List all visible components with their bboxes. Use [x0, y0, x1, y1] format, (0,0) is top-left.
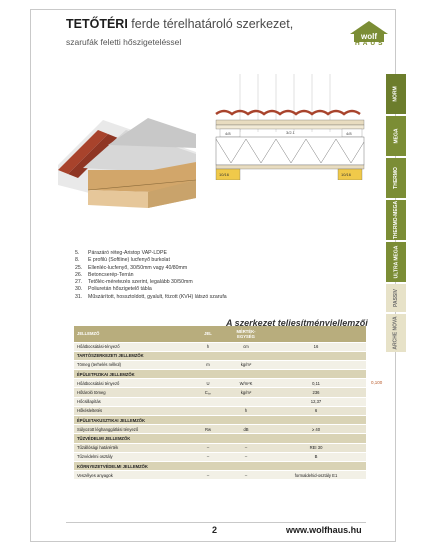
- table-cell: ≥ 40: [266, 425, 366, 434]
- table-group-row: [74, 351, 366, 360]
- section-label-b: 3/2.1: [286, 130, 295, 135]
- table-cell: Hőcsillapítás: [74, 397, 190, 406]
- table-cell: Tömeg (terhelés nélkül): [74, 360, 190, 369]
- table-cell: 16: [266, 342, 366, 351]
- table-cell: Cₛₚ: [190, 388, 226, 397]
- page-number: 2: [212, 525, 218, 535]
- table-row: [74, 379, 366, 388]
- table-group-row: [74, 434, 366, 443]
- table-cell: –: [226, 471, 266, 480]
- table-row: [74, 388, 366, 397]
- table-cell: [266, 461, 366, 470]
- table-cell: [190, 370, 226, 379]
- page-title: [66, 17, 293, 31]
- legend-item: 27. Tetőléc-méretezés szerint, legalább 30/50mm: [75, 279, 193, 286]
- table-cell: [266, 370, 366, 379]
- table-cell: 12,37: [266, 397, 366, 406]
- logo-sub: HAUS: [355, 40, 386, 47]
- table-cell: cm: [226, 342, 266, 351]
- page-subtitle: szarufák feletti hőszigeteléssel: [66, 37, 182, 47]
- legend-item: 8. E profilú (Softline) lucfenyő burkolat: [75, 257, 170, 264]
- side-tab-ultra-mega[interactable]: ULTRA MEGA: [386, 242, 406, 282]
- side-note: 0,100: [371, 380, 383, 385]
- legend-item: 31. Műszárított, hossztoldott, gyalult, fózott (KVH) látszó szarufa: [75, 293, 227, 300]
- table-group-row: [74, 461, 366, 470]
- table-cell: –: [190, 452, 226, 461]
- roof-section-illustration: [48, 110, 198, 210]
- section-label-e: 10/16: [341, 172, 352, 177]
- footer-url[interactable]: www.wolfhaus.hu: [286, 525, 362, 535]
- table-cell: [190, 406, 226, 415]
- table-cell: Hőkésleltetés: [74, 406, 190, 415]
- table-cell: 236: [266, 388, 366, 397]
- table-group-row: [74, 416, 366, 425]
- table-cell: h: [226, 406, 266, 415]
- side-tab-passiv[interactable]: PASSIV: [386, 284, 406, 312]
- side-tabs: [386, 74, 406, 354]
- table-cell: Veszélyes anyagok: [74, 471, 190, 480]
- table-cell: [190, 397, 226, 406]
- table-row: [74, 425, 366, 434]
- table-cell: –: [226, 452, 266, 461]
- table-group-row: [74, 370, 366, 379]
- table-cell: [226, 370, 266, 379]
- table-cell: kg/m²: [226, 388, 266, 397]
- table-cell: formaldehid-osztály E1: [266, 471, 366, 480]
- table-cell: m: [190, 360, 226, 369]
- table-cell: [190, 351, 226, 360]
- section-label-c: 4/8: [346, 131, 352, 136]
- table-cell: [226, 416, 266, 425]
- table-cell: B: [266, 452, 366, 461]
- table-cell: –: [190, 443, 226, 452]
- legend-item: 26. Betoncserép-Terrán: [75, 271, 134, 278]
- table-row: [74, 471, 366, 480]
- table-cell: kg/m²: [226, 360, 266, 369]
- section-label-d: 10/16: [219, 172, 230, 177]
- legend-item: 25. Ellenléc-lucfenyő, 30/50mm vagy 40/80mm: [75, 264, 188, 271]
- table-cell: Hőtároló tömeg: [74, 388, 190, 397]
- table-cell: Tűzállósági határérték: [74, 443, 190, 452]
- table-cell: Hőátbocsátási-tényező: [74, 342, 190, 351]
- table-cell: [190, 461, 226, 470]
- legend-item: 5. Párazáró réteg-Aristop VAP-LDPE: [75, 250, 167, 256]
- layer-legend: [75, 250, 227, 301]
- table-heading: A szerkezet teljesítményjellemzői: [226, 318, 368, 328]
- table-row: [74, 397, 366, 406]
- title-bold: TETŐTÉRI: [66, 17, 128, 31]
- table-body: [74, 342, 366, 480]
- table-cell: [266, 434, 366, 443]
- table-cell: dB: [226, 425, 266, 434]
- table-row: [74, 342, 366, 351]
- table-cell: [190, 416, 226, 425]
- table-cell: ÉPÜLETAKUSZTIKAI JELLEMZŐK: [74, 416, 190, 425]
- table-cell: Rw: [190, 425, 226, 434]
- section-label-a: 4/8: [225, 131, 231, 136]
- table-cell: [226, 397, 266, 406]
- table-row: [74, 406, 366, 415]
- table-cell: TARTÓSZERKEZETI JELLEMZŐK: [74, 351, 190, 360]
- side-tab-mega[interactable]: MEGA: [386, 116, 406, 156]
- table-row: [74, 452, 366, 461]
- footer-divider: [66, 522, 366, 523]
- table-cell: [266, 351, 366, 360]
- table-cell: Hőátbocsátási tényező: [74, 379, 190, 388]
- table-cell: [266, 416, 366, 425]
- table-cell: –: [190, 471, 226, 480]
- table-cell: 6: [266, 406, 366, 415]
- table-cell: [226, 434, 266, 443]
- table-cell: Tűzvédelmi osztály: [74, 452, 190, 461]
- side-tab-thermo-mega[interactable]: THERMO-MEGA: [386, 200, 406, 240]
- table-cell: 0,11: [266, 379, 366, 388]
- table-cell: W/m²K: [226, 379, 266, 388]
- logo-word: wolf: [361, 32, 377, 41]
- table-cell: ÉPÜLETFIZIKAI JELLEMZŐK: [74, 370, 190, 379]
- table-cell: Súlyozott léghanggátlási tényező: [74, 425, 190, 434]
- table-cell: [226, 461, 266, 470]
- side-tab-norm[interactable]: NORM: [386, 74, 406, 114]
- performance-table: [74, 326, 366, 480]
- side-tab-thermo[interactable]: THERMO: [386, 158, 406, 198]
- side-tab-arche-nova[interactable]: ARCHE NOVA: [386, 314, 406, 352]
- table-cell: [226, 351, 266, 360]
- table-header-row: JELLEMZŐ JEL MÉRTÉK-EGYSÉG: [74, 326, 366, 342]
- table-cell: TŰZVÉDELMI JELLEMZŐK: [74, 434, 190, 443]
- title-rest: ferde térelhatároló szerkezet,: [127, 17, 294, 31]
- table-row: [74, 360, 366, 369]
- table-cell: –: [226, 443, 266, 452]
- table-row: [74, 443, 366, 452]
- table-cell: REI 30: [266, 443, 366, 452]
- table-cell: [266, 360, 366, 369]
- table-cell: KÖRNYEZETVÉDELMI JELLEMZŐK: [74, 461, 190, 470]
- table-cell: h: [190, 342, 226, 351]
- table-cell: [190, 434, 226, 443]
- table-cell: U: [190, 379, 226, 388]
- cross-section-drawing: [198, 72, 366, 180]
- legend-item: 30. Poliuretán hőszigetelő tábla: [75, 286, 152, 293]
